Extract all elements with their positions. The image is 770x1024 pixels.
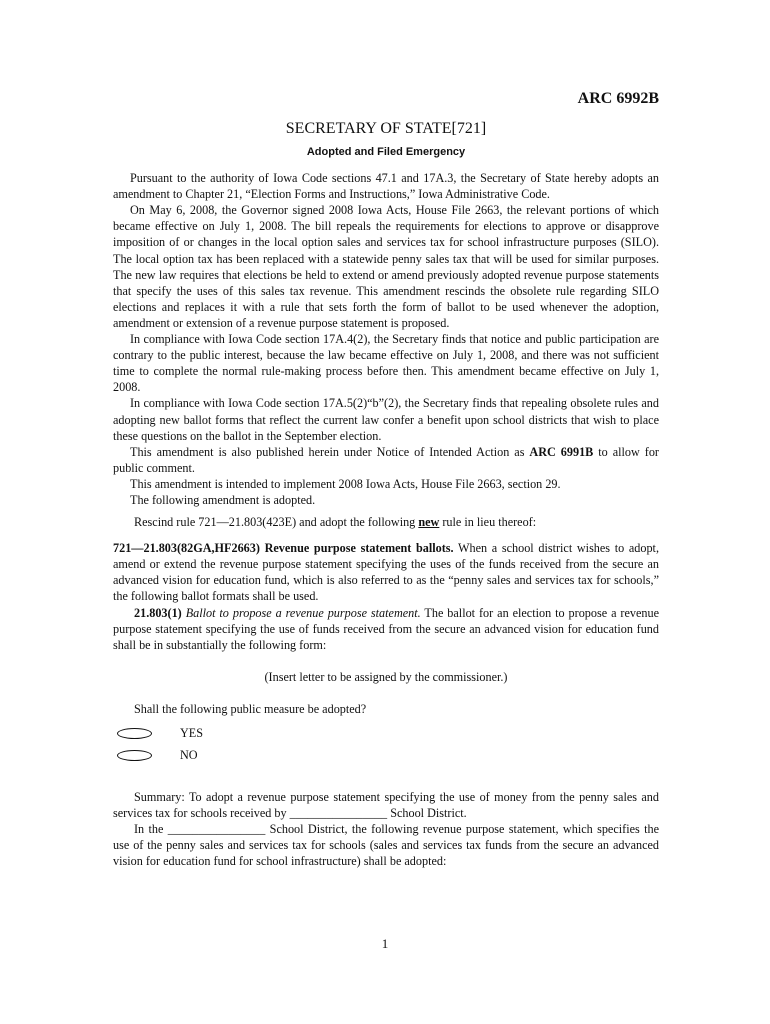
- rule-paragraph: [113, 540, 659, 604]
- agency-title: SECRETARY OF STATE[721]: [285, 120, 487, 137]
- paragraph-compliance-effective: In compliance with Iowa Code section 17A.5(2)“b”(2), the Secretary finds that repealing obsolete rules and adopting new ballot forms that reflect the current law confer a benefit upon school districts that wish to place these questions on the ballot in the September election.: [113, 396, 659, 443]
- paragraph-background: On May 6, 2008, the Governor signed 2008 Iowa Acts, House File 2663, the relevant portions of which became effective on July 1, 2008. The bill repeals the requirements for elections to approve or disapprove imposition of or changes in the local option sales and services tax for school infrastructure purposes (SILO). The local option tax has been replaced with a statewide penny sales tax that will be used for similar purposes. The new law requires that elections be held to extend or amend previously adopted revenue purpose statements that specify the uses of this sales tax revenue. This amendment rescinds the obsolete rule regarding SILO elections and replaces it with a rule that sets forth the form of ballot to be used whenever the adoption, amendment or extension of a revenue purpose statement is proposed.: [113, 203, 659, 330]
- new-word: new: [418, 515, 440, 530]
- subrule-text: The ballot for an election to propose a revenue purpose statement specifying the use of funds received from the secure an advanced vision for education fund shall be in substantially the following form:: [113, 605, 659, 652]
- ballot-question: Shall the following public measure be adopted?: [134, 701, 367, 716]
- rule-heading: 721—21.803(82GA,HF2663) Revenue purpose statement ballots.: [113, 541, 454, 556]
- subrule-title: Ballot to propose a revenue purpose statement.: [185, 605, 421, 620]
- paragraph-implement: This amendment is intended to implement 2008 Iowa Acts, House File 2663, section 29.: [130, 476, 561, 491]
- subrule-paragraph: [113, 605, 659, 653]
- document-page: [113, 88, 659, 869]
- option-yes-label: YES: [180, 726, 204, 740]
- arc-number: ARC 6992B: [577, 90, 659, 107]
- action-subtitle: Adopted and Filed Emergency: [306, 146, 466, 158]
- oval-icon: [117, 728, 152, 739]
- ballot-statement: In the ________________ School District, the following revenue purpose statement, which specifies the use of the penny sales and services tax for schools (sales and services tax funds from the secure an advanced vision for education fund for school infrastructure) shall be adopted:: [113, 822, 659, 869]
- insert-letter-note: (Insert letter to be assigned by the commissioner.): [264, 669, 508, 684]
- arc-reference: ARC 6991B: [529, 444, 594, 459]
- ballot-summary: Summary: To adopt a revenue purpose statement specifying the use of money from the penny sales and services tax for schools received by ________________ School District.: [113, 790, 659, 821]
- p5-post: to allow for public comment.: [113, 444, 659, 475]
- ballot-option-yes: [113, 725, 659, 747]
- paragraph-authority: Pursuant to the authority of Iowa Code sections 47.1 and 17A.3, the Secretary of State hereby adopts an amendment to Chapter 21, “Election Forms and Instructions,” Iowa Administrative Code.: [113, 171, 659, 202]
- rescind-instruction: [113, 514, 659, 530]
- rule-text: When a school district wishes to adopt, amend or extend the revenue purpose statement specifying the uses of the funds received from the secure an advanced vision for education fund, which is also referred to as the “penny sales and services tax for schools,” the following ballot formats shall be used.: [113, 541, 659, 604]
- option-no-label: NO: [180, 748, 198, 762]
- rescind-post: rule in lieu thereof:: [439, 515, 537, 530]
- ballot-options: [113, 725, 659, 769]
- oval-icon: [117, 750, 152, 761]
- rescind-pre: Rescind rule 721—21.803(423E) and adopt the following: [134, 515, 419, 530]
- page-number: 1: [381, 936, 389, 951]
- paragraph-notice-of-intended-action: [113, 444, 659, 476]
- paragraph-adopted: The following amendment is adopted.: [130, 492, 316, 507]
- p5-pre: This amendment is also published herein under Notice of Intended Action as: [130, 444, 530, 459]
- subrule-number: 21.803(1): [134, 605, 182, 620]
- ballot-option-no: [113, 747, 659, 769]
- paragraph-compliance-notice: In compliance with Iowa Code section 17A.4(2), the Secretary finds that notice and public participation are contrary to the public interest, because the law became effective on July 1, 2008, and there was not sufficient time to complete the normal rule-making process before then. This amendment became effective on July 1, 2008.: [113, 332, 659, 395]
